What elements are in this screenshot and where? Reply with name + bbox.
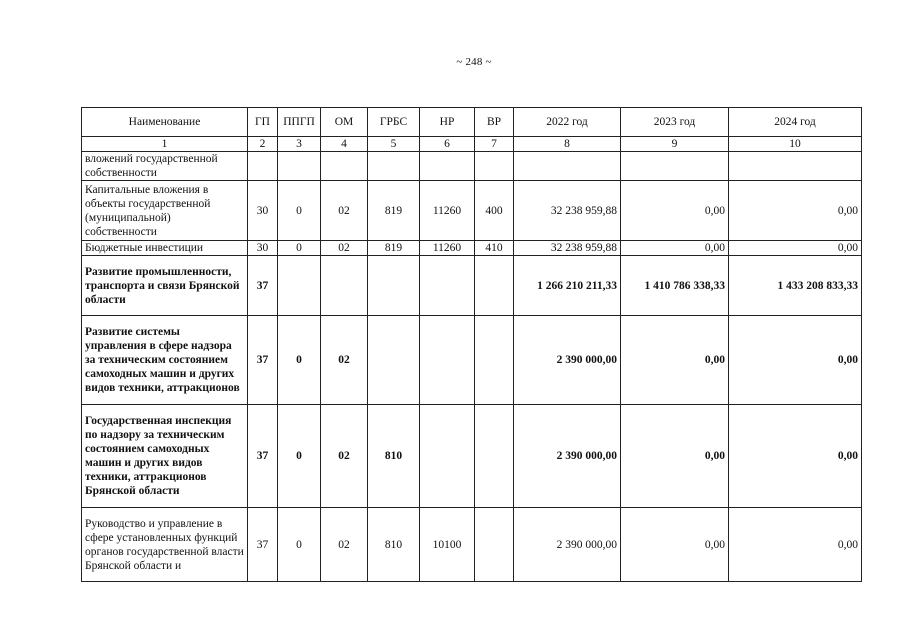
row-ppgp: 0 — [278, 241, 321, 256]
column-number: 8 — [514, 137, 621, 152]
row-name: Развитие системы управления в сфере надзора за техническим состоянием самоходных машин и других видов техники, аттракционов — [82, 316, 248, 405]
header-2022: 2022 год — [514, 108, 621, 137]
row-nr — [420, 405, 475, 508]
table-row — [82, 181, 862, 241]
row-gp: 37 — [248, 405, 278, 508]
row-vr: 400 — [475, 181, 514, 241]
row-nr — [420, 152, 475, 181]
row-grbs: 810 — [368, 405, 420, 508]
table-row — [82, 256, 862, 316]
row-nr — [420, 316, 475, 405]
header-2024: 2024 год — [729, 108, 862, 137]
row-grbs: 819 — [368, 181, 420, 241]
column-number: 7 — [475, 137, 514, 152]
column-number: 6 — [420, 137, 475, 152]
row-ppgp: 0 — [278, 405, 321, 508]
header-2023: 2023 год — [621, 108, 729, 137]
row-grbs: 819 — [368, 241, 420, 256]
row-name: вложений государственной собственности — [82, 152, 248, 181]
header-om: ОМ — [321, 108, 368, 137]
column-number: 3 — [278, 137, 321, 152]
row-vr: 410 — [475, 241, 514, 256]
row-2024: 0,00 — [729, 181, 862, 241]
row-2024: 1 433 208 833,33 — [729, 256, 862, 316]
row-gp: 30 — [248, 181, 278, 241]
row-ppgp: 0 — [278, 181, 321, 241]
row-2022 — [514, 152, 621, 181]
row-grbs — [368, 316, 420, 405]
row-om: 02 — [321, 181, 368, 241]
page-number: ~ 248 ~ — [456, 56, 492, 68]
row-grbs — [368, 152, 420, 181]
header-name: Наименование — [82, 108, 248, 137]
row-ppgp — [278, 256, 321, 316]
row-2023: 0,00 — [621, 508, 729, 582]
row-ppgp: 0 — [278, 508, 321, 582]
row-name: Бюджетные инвестиции — [82, 241, 248, 256]
row-om: 02 — [321, 316, 368, 405]
column-number: 2 — [248, 137, 278, 152]
row-grbs — [368, 256, 420, 316]
header-grbs: ГРБС — [368, 108, 420, 137]
row-ppgp: 0 — [278, 316, 321, 405]
row-nr: 11260 — [420, 241, 475, 256]
table-row — [82, 405, 862, 508]
row-om: 02 — [321, 405, 368, 508]
row-2022: 1 266 210 211,33 — [514, 256, 621, 316]
row-2024: 0,00 — [729, 316, 862, 405]
row-2023 — [621, 152, 729, 181]
row-2022: 32 238 959,88 — [514, 241, 621, 256]
row-2022: 2 390 000,00 — [514, 316, 621, 405]
column-number: 5 — [368, 137, 420, 152]
header-row — [82, 108, 862, 137]
row-name: Государственная инспекция по надзору за техническим состоянием самоходных машин и других видов техники, аттракционов Брянской области — [82, 405, 248, 508]
row-gp: 37 — [248, 316, 278, 405]
row-2022: 2 390 000,00 — [514, 508, 621, 582]
row-nr: 10100 — [420, 508, 475, 582]
row-2022: 32 238 959,88 — [514, 181, 621, 241]
row-nr: 11260 — [420, 181, 475, 241]
row-2023: 0,00 — [621, 316, 729, 405]
row-gp: 37 — [248, 256, 278, 316]
column-number: 10 — [729, 137, 862, 152]
column-number: 4 — [321, 137, 368, 152]
table-row — [82, 508, 862, 582]
column-number: 1 — [82, 137, 248, 152]
table-row — [82, 152, 862, 181]
row-2023: 0,00 — [621, 241, 729, 256]
table-row — [82, 316, 862, 405]
header-gp: ГП — [248, 108, 278, 137]
row-vr — [475, 256, 514, 316]
budget-table — [81, 107, 862, 582]
row-om: 02 — [321, 241, 368, 256]
row-name: Руководство и управление в сфере установленных функций органов государственной власти Брянской области и — [82, 508, 248, 582]
column-number: 9 — [621, 137, 729, 152]
row-vr — [475, 405, 514, 508]
header-nr: НР — [420, 108, 475, 137]
row-name: Капитальные вложения в объекты государственной (муниципальной) собственности — [82, 181, 248, 241]
header-vr: ВР — [475, 108, 514, 137]
row-2022: 2 390 000,00 — [514, 405, 621, 508]
row-om: 02 — [321, 508, 368, 582]
row-2024: 0,00 — [729, 241, 862, 256]
row-vr — [475, 152, 514, 181]
row-ppgp — [278, 152, 321, 181]
row-2023: 0,00 — [621, 405, 729, 508]
row-2024: 0,00 — [729, 508, 862, 582]
row-gp: 37 — [248, 508, 278, 582]
row-vr — [475, 316, 514, 405]
row-2023: 0,00 — [621, 181, 729, 241]
table-row — [82, 241, 862, 256]
row-2024: 0,00 — [729, 405, 862, 508]
header-ppgp: ППГП — [278, 108, 321, 137]
row-om — [321, 256, 368, 316]
column-number-row — [82, 137, 862, 152]
row-name: Развитие промышленности, транспорта и связи Брянской области — [82, 256, 248, 316]
row-2024 — [729, 152, 862, 181]
row-gp — [248, 152, 278, 181]
row-2023: 1 410 786 338,33 — [621, 256, 729, 316]
row-gp: 30 — [248, 241, 278, 256]
row-vr — [475, 508, 514, 582]
row-nr — [420, 256, 475, 316]
row-grbs: 810 — [368, 508, 420, 582]
row-om — [321, 152, 368, 181]
